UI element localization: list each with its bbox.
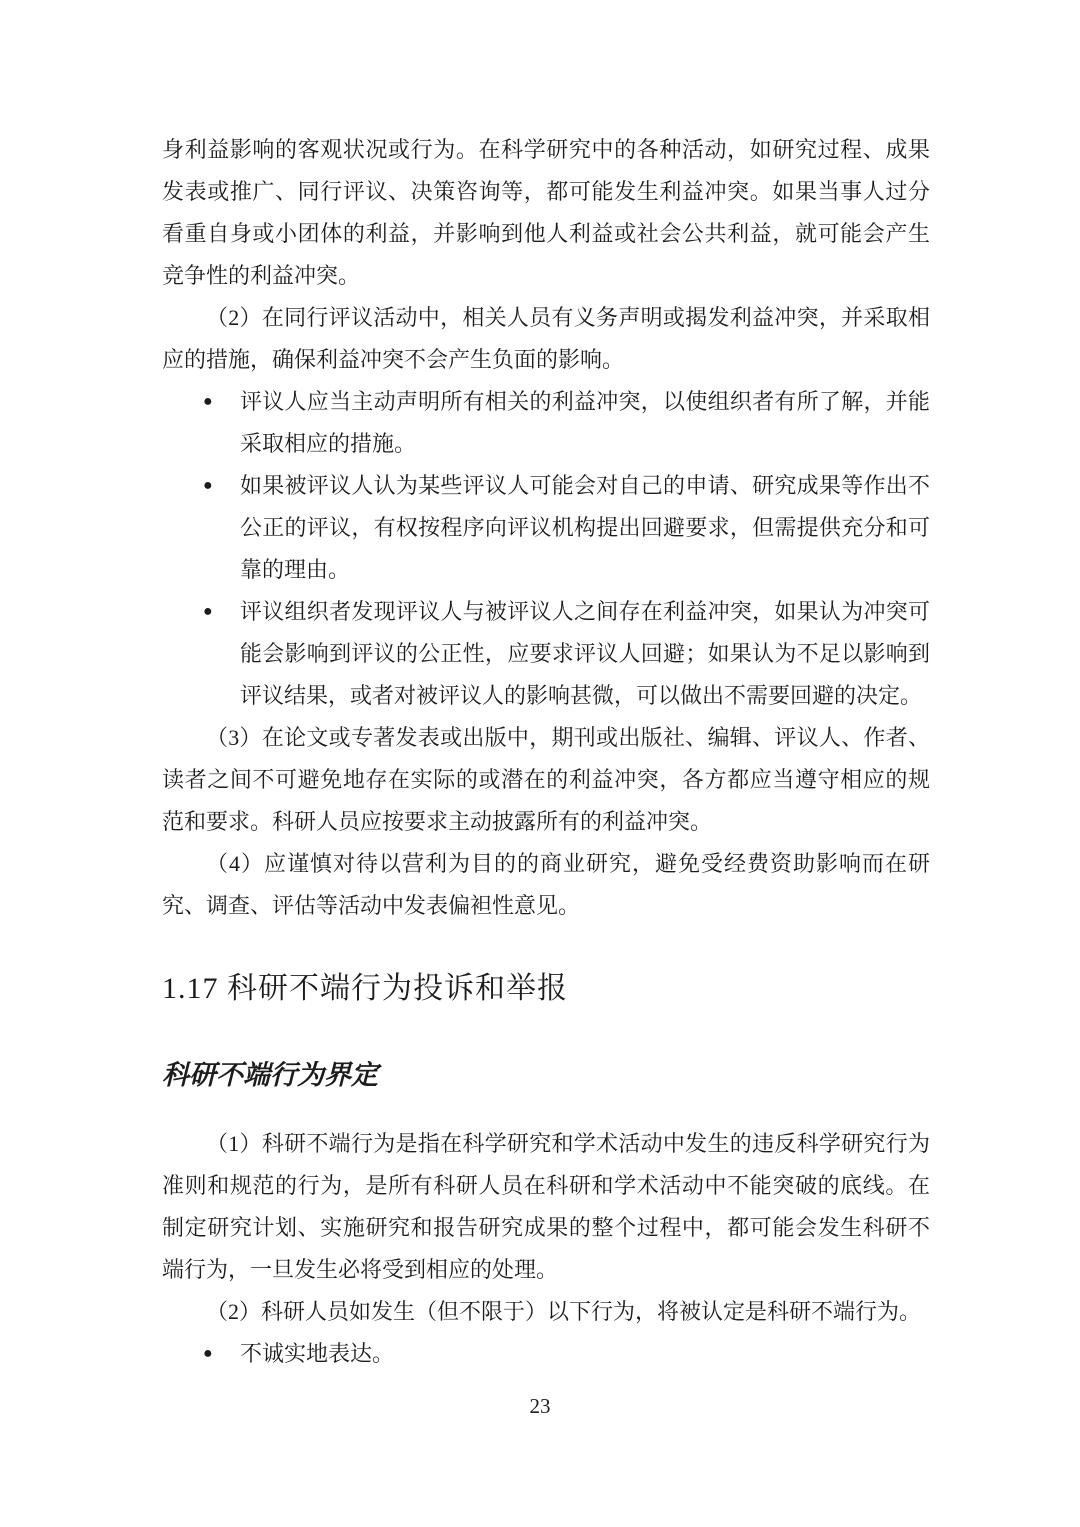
paragraph-conflict-continuation: 身利益影响的客观状况或行为。在科学研究中的各种活动，如研究过程、成果发表或推广、同行评议、决策咨询等，都可能发生利益冲突。如果当事人过分看重自身或小团体的利益，并影响到他人利益或社会公共利益，就可能会产生竞争性的利益冲突。	[162, 137, 930, 288]
section-heading-1-17: 1.17 科研不端行为投诉和举报	[162, 972, 568, 1005]
bullet-icon: ●	[203, 1345, 213, 1362]
peer-review-bullet-list	[162, 381, 930, 717]
list-item-text: 评议人应当主动声明所有相关的利益冲突，以使组织者有所了解，并能采取相应的措施。	[240, 389, 930, 456]
paragraph-definition-1: （1）科研不端行为是指在科学研究和学术活动中发生的违反科学研究行为准则和规范的行为，是所有科研人员在科研和学术活动中不能突破的底线。在制定研究计划、实施研究和报告研究成果的整个过程中，都可能会发生科研不端行为，一旦发生必将受到相应的处理。	[162, 1131, 930, 1282]
bullet-icon: ●	[203, 603, 213, 620]
paragraph-item-2-peer-review: （2）在同行评议活动中，相关人员有义务声明或揭发利益冲突，并采取相应的措施，确保利益冲突不会产生负面的影响。	[162, 305, 930, 372]
bullet-icon: ●	[203, 477, 213, 494]
paragraph-definition-2: （2）科研人员如发生（但不限于）以下行为，将被认定是科研不端行为。	[206, 1299, 922, 1324]
list-item	[162, 591, 930, 717]
page-number: 23	[529, 1394, 551, 1418]
sub-heading-misconduct-definition: 科研不端行为界定	[162, 1060, 378, 1090]
list-item-text: 不诚实地表达。	[240, 1341, 395, 1366]
list-item	[162, 381, 930, 465]
paragraph-item-4-commercial: （4）应谨慎对待以营利为目的的商业研究，避免受经费资助影响而在研究、调查、评估等活动中发表偏袒性意见。	[162, 851, 930, 918]
misconduct-bullet-list	[162, 1333, 930, 1375]
list-item-text: 如果被评议人认为某些评议人可能会对自己的申请、研究成果等作出不公正的评议，有权按程序向评议机构提出回避要求，但需提供充分和可靠的理由。	[240, 473, 930, 582]
list-item	[162, 465, 930, 591]
bullet-icon: ●	[203, 393, 213, 410]
paragraph-item-3-publication: （3）在论文或专著发表或出版中，期刊或出版社、编辑、评议人、作者、读者之间不可避免地存在实际的或潜在的利益冲突，各方都应当遵守相应的规范和要求。科研人员应按要求主动披露所有的利益冲突。	[162, 725, 930, 834]
list-item-text: 评议组织者发现评议人与被评议人之间存在利益冲突，如果认为冲突可能会影响到评议的公正性，应要求评议人回避；如果认为不足以影响到评议结果，或者对被评议人的影响甚微，可以做出不需要回避的决定。	[240, 599, 930, 708]
list-item	[162, 1333, 930, 1375]
